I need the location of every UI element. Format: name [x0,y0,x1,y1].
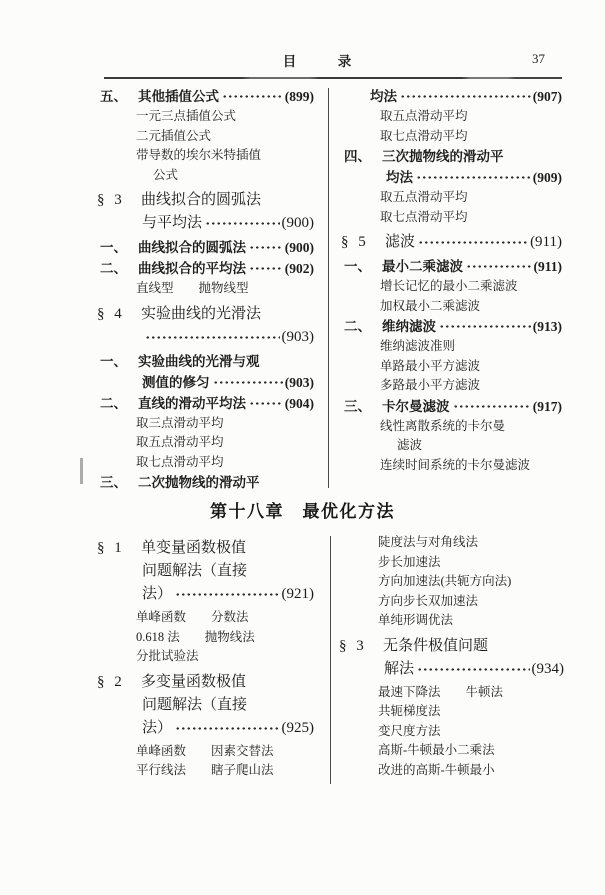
entry-marker: 一、 [100,353,127,369]
entry-marker: § 5 [341,234,369,250]
toc-entry-line [96,414,314,434]
toc-entry-line [340,107,562,127]
toc-entry-line [344,256,562,277]
toc-entry [96,237,314,258]
dot-leader [400,94,531,99]
entry-page-number: (907) [532,89,562,104]
entry-title-text: 二元插值公式 [136,128,212,143]
toc-entry-line [340,357,562,377]
toc-entry [96,127,314,147]
entry-title-text: 单纯形调优法 [378,613,454,627]
toc-entry [338,533,564,553]
toc-entry-line [338,533,564,553]
entry-title-text: 无条件极值问题 [383,637,489,654]
toc-entry [340,417,562,456]
running-head-title: 目 录 [282,54,366,69]
toc-entry [96,279,314,299]
toc-entry-line [340,297,562,317]
entry-title-text: 维纳滤波准则 [380,339,456,353]
dot-leader [249,245,283,250]
entry-title-text: 曲线拟合的平均法 [138,261,246,276]
header-rule [104,77,562,79]
entry-title-text: 取五点滑动平均 [380,109,468,123]
toc-entry-line [339,658,564,681]
chapter-heading: 第十八章 最优化方法 [210,502,395,521]
toc-entry [96,537,314,606]
entry-title-text: 取三点滑动平均 [136,415,224,430]
entry-title-text: 与平均法 [142,215,203,231]
toc-entry-line [338,572,564,592]
entry-marker: 二、 [100,395,127,411]
entry-marker: 一、 [100,240,127,255]
toc-column-top-left [96,86,314,493]
toc-entry-line [340,208,562,228]
entry-page-number: (921) [281,586,314,602]
entry-page-number: (903) [281,328,314,345]
dot-leader [175,592,279,597]
entry-title-text: 取七点滑动平均 [380,209,468,224]
entry-title-text: 0.618 法 抛物线法 [136,629,255,644]
toc-entry-line [97,560,314,583]
column-divider-top [328,88,329,488]
toc-entry-line [338,683,564,703]
entry-title-text: 线性离散系统的卡尔曼 [380,418,506,433]
toc-column-bottom-left [96,533,314,781]
dot-leader [439,324,531,329]
toc-entry [96,351,314,393]
entry-marker: 二、 [100,261,127,276]
toc-entry [338,761,564,781]
toc-entry [96,189,314,235]
toc-entry [340,188,562,208]
toc-entry [96,146,314,185]
toc-entry-line [96,166,314,186]
toc-entry [96,303,314,349]
entry-marker: 二、 [344,319,371,334]
toc-entry-line [338,702,564,722]
entry-page-number: (934) [531,660,564,677]
toc-entry [338,741,564,761]
dot-leader [249,266,283,271]
entry-title-text: 单峰函数 因素交替法 [136,743,274,758]
toc-entry-line [96,453,314,473]
toc-entry-line [100,351,314,372]
toc-entry-line [340,456,562,476]
entry-title-text: 方向步长双加速法 [378,593,479,608]
toc-entry-line [340,376,562,396]
entry-marker: § 3 [97,192,125,208]
toc-entry [340,396,562,417]
toc-entry-line [338,741,564,761]
entry-marker: 三、 [344,398,371,414]
entry-title-text: 曲线拟合的圆弧法 [138,240,246,255]
entry-title-text: 法） [142,586,173,602]
toc-entry [96,742,314,762]
toc-column-bottom-right [338,533,564,780]
toc-entry-line [340,417,562,437]
entry-title-text: 加权最小二乘滤波 [380,298,481,313]
entry-page-number: (902) [284,261,314,276]
entry-page-number: (917) [532,398,562,414]
entry-title-text: 实验曲线的光滑法 [141,305,262,322]
toc-entry [338,683,564,703]
entry-title-text: 滤波 [397,438,423,452]
entry-title-text: 其他插值公式 [138,89,219,104]
dot-leader [453,404,531,409]
entry-title-text: 分批试验法 [136,649,199,663]
toc-entry-line [97,326,314,349]
entry-marker: § 3 [339,637,367,654]
toc-entry-line [344,167,562,188]
toc-entry-line [100,258,314,279]
entry-page-number: (925) [281,719,314,736]
entry-title-text: 问题解法（直接 [142,696,248,713]
toc-entry [96,671,314,740]
toc-entry [340,256,562,277]
toc-entry-line [340,337,562,357]
entry-title-text: 均法 [370,89,397,104]
entry-title-text: 取五点滑动平均 [136,435,224,449]
entry-page-number: (911) [533,259,562,274]
entry-title-text: 改进的高斯-牛顿最小 [378,762,495,777]
toc-column-top-right [340,86,562,475]
entry-title-text: 最速下降法 牛顿法 [378,684,504,699]
toc-entry [340,86,562,107]
entry-title-text: 直线型 抛物线型 [136,281,249,295]
entry-marker: 五、 [100,89,127,104]
toc-entry [340,297,562,317]
toc-entry-line [340,436,562,456]
entry-title-text: 法） [142,719,173,736]
entry-title-text: 单峰函数 分数法 [136,610,249,624]
toc-entry [96,414,314,434]
entry-title-text: 单变量函数极值 [141,540,247,556]
toc-entry-line [340,188,562,208]
toc-entry [340,337,562,357]
dot-leader [145,335,280,340]
entry-title-text: 维纳滤波 [382,319,436,334]
running-head [85,50,563,72]
toc-entry [340,277,562,297]
toc-entry-line [100,86,314,107]
toc-entry-line [97,189,314,212]
toc-entry-line [344,316,562,337]
toc-entry-line [96,279,314,299]
toc-entry [340,146,562,188]
entry-title-text: 增长记忆的最小二乘滤波 [380,279,518,293]
toc-entry-line [96,433,314,453]
toc-entry [340,456,562,476]
toc-entry [340,208,562,228]
entry-title-text: 公式 [153,167,179,182]
entry-title-text: 一元三点插值公式 [136,109,237,123]
toc-entry-line [341,231,562,254]
toc-entry-line [97,537,314,560]
toc-entry [340,231,562,254]
toc-entry-line [338,592,564,612]
toc-entry-line [96,761,314,781]
toc-entry-line [340,127,562,147]
toc-entry-line [338,761,564,781]
entry-title-text: 问题解法（直接 [142,563,248,579]
entry-title-text: 共轭梯度法 [378,704,441,718]
toc-entry-line [340,86,562,107]
dot-leader [175,726,279,731]
toc-entry [340,376,562,396]
entry-title-text: 变尺度方法 [378,723,441,738]
toc-entry-line [100,393,314,414]
entry-title-text: 步长加速法 [378,554,441,569]
entry-marker: 三、 [100,475,127,490]
entry-page-number: (903) [284,374,314,390]
toc-entry-line [338,611,564,631]
dot-leader [418,240,528,245]
toc-entry [340,316,562,337]
entry-title-text: 连续时间系统的卡尔曼滤波 [380,457,531,472]
entry-title-text: 直线的滑动平均法 [138,395,246,411]
toc-entry-line [97,303,314,326]
entry-page-number: (909) [532,170,562,185]
toc-entry-line [339,635,564,658]
toc-entry-line [96,647,314,667]
toc-entry-line [97,212,314,235]
entry-title-text: 单路最小平方滤波 [380,358,481,373]
entry-page-number: (904) [284,395,314,411]
toc-entry-line [96,608,314,628]
entry-title-text: 方向加速法(共轭方向法) [378,574,512,588]
toc-entry-line [344,396,562,417]
toc-entry [338,722,564,742]
toc-entry-line [97,671,314,694]
entry-page-number: (899) [284,89,314,104]
entry-title-text: 实验曲线的光滑与观 [138,353,260,369]
entry-title-text: 取七点滑动平均 [380,128,468,143]
toc-entry-line [96,107,314,127]
entry-title-text: 陡度法与对角线法 [378,535,479,549]
toc-entry [96,647,314,667]
toc-entry-line [96,127,314,147]
toc-entry [338,702,564,722]
toc-entry-line [96,628,314,648]
entry-title-text: 曲线拟合的圆弧法 [141,192,262,208]
entry-title-text: 带导数的埃尔米特插值 [136,148,262,162]
scan-artifact [80,458,83,484]
toc-entry [96,433,314,453]
entry-title-text: 平行线法 瞎子爬山法 [136,763,274,777]
entry-title-text: 卡尔曼滤波 [382,398,450,414]
toc-entry [340,107,562,127]
entry-title-text: 解法 [384,660,415,677]
entry-title-text: 二次抛物线的滑动平 [138,475,260,490]
toc-entry [96,472,314,493]
dot-leader [222,94,283,99]
toc-entry-line [338,722,564,742]
entry-title-text: 高斯-牛顿最小二乘法 [378,743,495,757]
toc-entry [96,453,314,473]
toc-entry [96,628,314,648]
toc-entry [96,86,314,107]
running-head-page-number: 37 [532,51,545,66]
toc-entry [338,611,564,631]
entry-title-text: 多路最小平方滤波 [380,378,481,392]
toc-entry-line [96,742,314,762]
column-divider-bottom [330,536,331,784]
toc-entry [340,357,562,377]
entry-title-text: 取七点滑动平均 [136,454,224,469]
dot-leader [249,401,283,406]
toc-entry-line [340,277,562,297]
entry-page-number: (900) [281,215,314,231]
entry-marker: 一、 [344,259,371,274]
dot-leader [416,175,531,180]
entry-page-number: (900) [284,240,314,255]
entry-page-number: (913) [532,319,562,334]
toc-entry [338,635,564,681]
toc-entry [96,761,314,781]
toc-entry [96,608,314,628]
toc-entry [340,127,562,147]
toc-entry [338,553,564,573]
toc-entry-line [100,472,314,493]
toc-entry-line [100,237,314,258]
toc-entry-line [100,372,314,393]
entry-marker: § 2 [97,673,125,690]
toc-entry-line [97,694,314,717]
toc-entry [338,592,564,612]
entry-title-text: 最小二乘滤波 [382,259,463,274]
entry-marker: 四、 [344,149,371,164]
toc-entry-line [97,583,314,606]
entry-page-number: (911) [530,234,562,250]
toc-entry-line [344,146,562,167]
entry-title-text: 三次抛物线的滑动平 [382,149,504,164]
entry-marker: § 4 [97,305,125,322]
dot-leader [417,667,529,672]
dot-leader [213,380,283,385]
entry-title-text: 多变量函数极值 [141,673,247,690]
toc-entry-line [96,146,314,166]
toc-entry [96,258,314,279]
toc-entry-line [338,553,564,573]
entry-title-text: 测值的修匀 [142,374,210,390]
entry-title-text: 取五点滑动平均 [380,190,468,204]
dot-leader [205,221,279,226]
dot-leader [466,264,532,269]
toc-entry [338,572,564,592]
toc-entry [96,393,314,414]
toc-entry [96,107,314,127]
toc-entry-line [97,717,314,740]
entry-title-text: 滤波 [385,234,416,250]
entry-title-text: 均法 [386,170,413,185]
entry-marker: § 1 [97,540,125,556]
